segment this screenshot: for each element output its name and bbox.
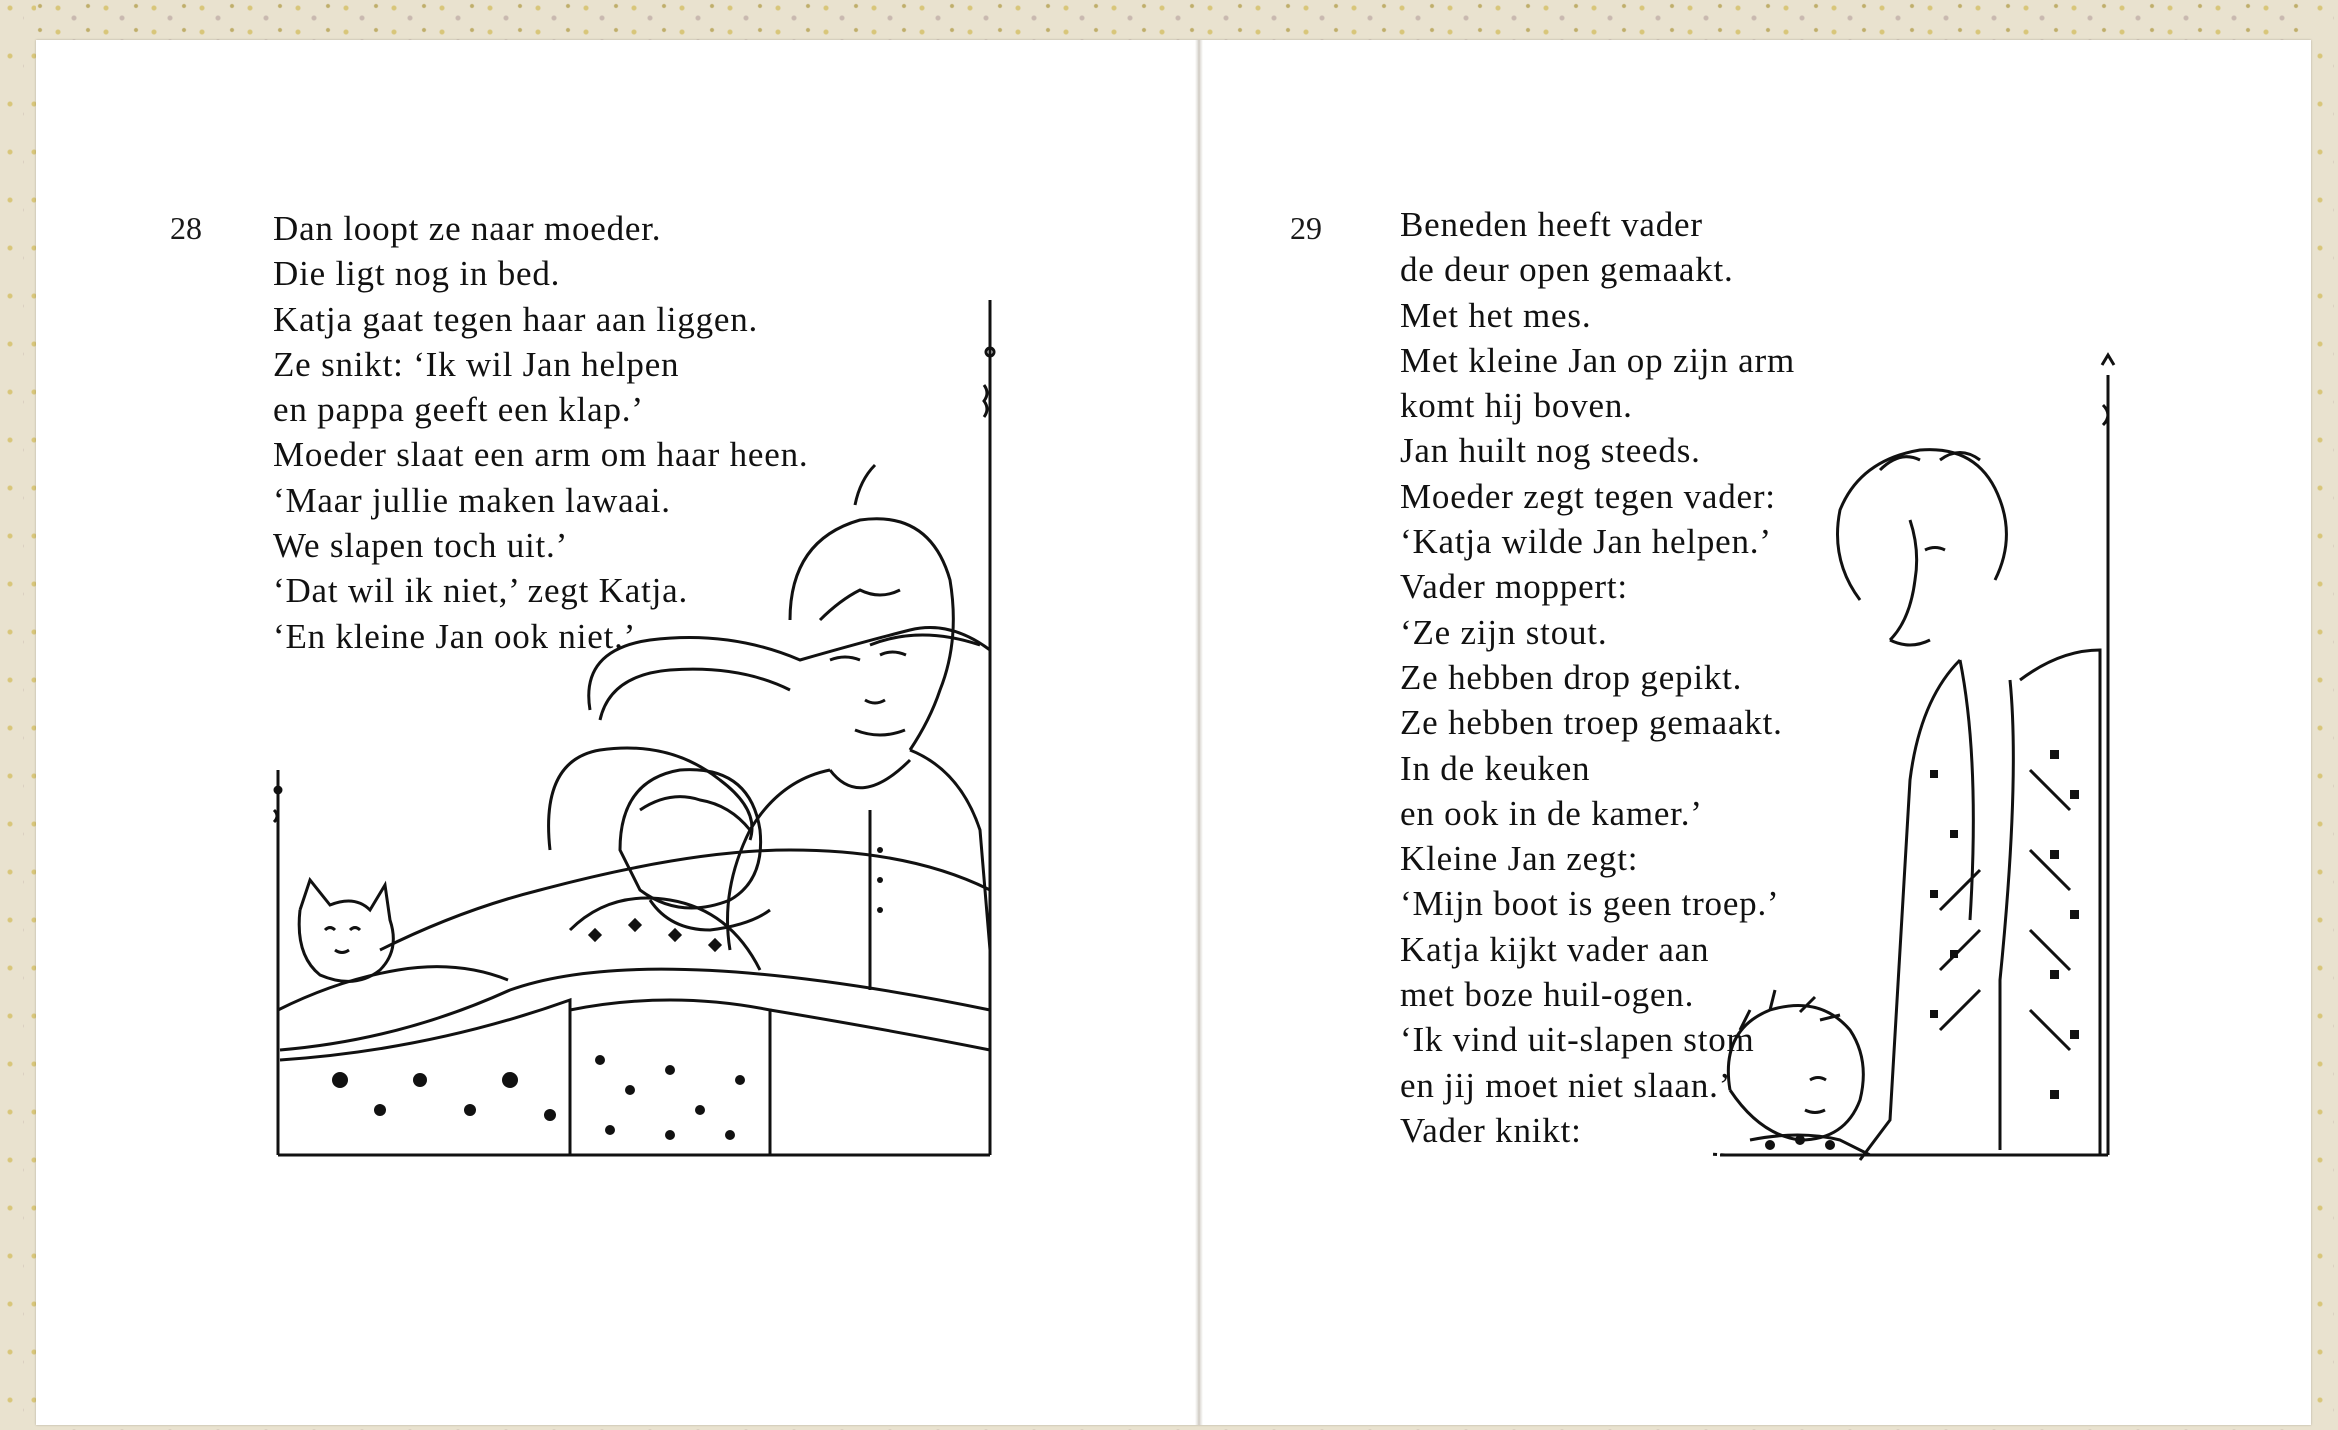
text-line: Vader knikt: bbox=[1400, 1110, 1582, 1150]
page-number-left: 28 bbox=[170, 210, 202, 246]
floral-border-right bbox=[2310, 0, 2338, 1430]
text-line: Jan huilt nog steeds. bbox=[1400, 431, 1701, 471]
text-line: ‘Katja wilde Jan helpen.’ bbox=[1400, 522, 1772, 562]
text-line: ‘Mijn boot is geen troep.’ bbox=[1400, 884, 1780, 924]
text-line: Moeder zegt tegen vader: bbox=[1400, 476, 1776, 516]
text-line: ‘Dat wil ik niet,’ zegt Katja. bbox=[273, 571, 689, 611]
text-line: Katja kijkt vader aan bbox=[1400, 929, 1710, 969]
text-line: Die ligt nog in bed. bbox=[273, 254, 561, 294]
text-line: komt hij boven. bbox=[1400, 386, 1633, 426]
text-line: Kleine Jan zegt: bbox=[1400, 839, 1639, 879]
text-line: Dan loopt ze naar moeder. bbox=[273, 209, 662, 248]
text-line: Ze snikt: ‘Ik wil Jan helpen bbox=[273, 344, 680, 384]
text-line: en jij moet niet slaan.’ bbox=[1400, 1065, 1732, 1105]
text-line: Beneden heeft vader bbox=[1400, 205, 1703, 244]
floral-border-left bbox=[0, 0, 36, 1430]
text-line: We slapen toch uit.’ bbox=[273, 526, 569, 566]
text-line: ‘Ze zijn stout. bbox=[1400, 612, 1608, 652]
text-line: Katja gaat tegen haar aan liggen. bbox=[273, 299, 759, 339]
text-line: Met kleine Jan op zijn arm bbox=[1400, 340, 1795, 380]
text-line: Ze hebben drop gepikt. bbox=[1400, 657, 1743, 697]
text-line: ‘Maar jullie maken lawaai. bbox=[273, 480, 671, 520]
text-line: en pappa geeft een klap.’ bbox=[273, 390, 644, 430]
text-line: In de keuken bbox=[1400, 748, 1591, 788]
text-line: Ze hebben troep gemaakt. bbox=[1400, 703, 1783, 743]
text-line: en ook in de kamer.’ bbox=[1400, 793, 1703, 833]
floral-border-top bbox=[0, 0, 2338, 44]
illustration-mother-in-bed bbox=[270, 290, 1000, 1160]
text-line: ‘Ik vind uit-slapen stom bbox=[1400, 1020, 1755, 1060]
text-line: met boze huil-ogen. bbox=[1400, 975, 1695, 1015]
book-gutter bbox=[1195, 40, 1203, 1425]
text-line: de deur open gemaakt. bbox=[1400, 250, 1734, 290]
text-line: ‘En kleine Jan ook niet.’ bbox=[273, 616, 637, 656]
text-line: Met het mes. bbox=[1400, 295, 1592, 335]
text-line: Moeder slaat een arm om haar heen. bbox=[273, 435, 809, 475]
page-number-right: 29 bbox=[1290, 210, 1322, 246]
illustration-father-and-jan bbox=[1710, 350, 2130, 1170]
text-line: Vader moppert: bbox=[1400, 567, 1628, 607]
